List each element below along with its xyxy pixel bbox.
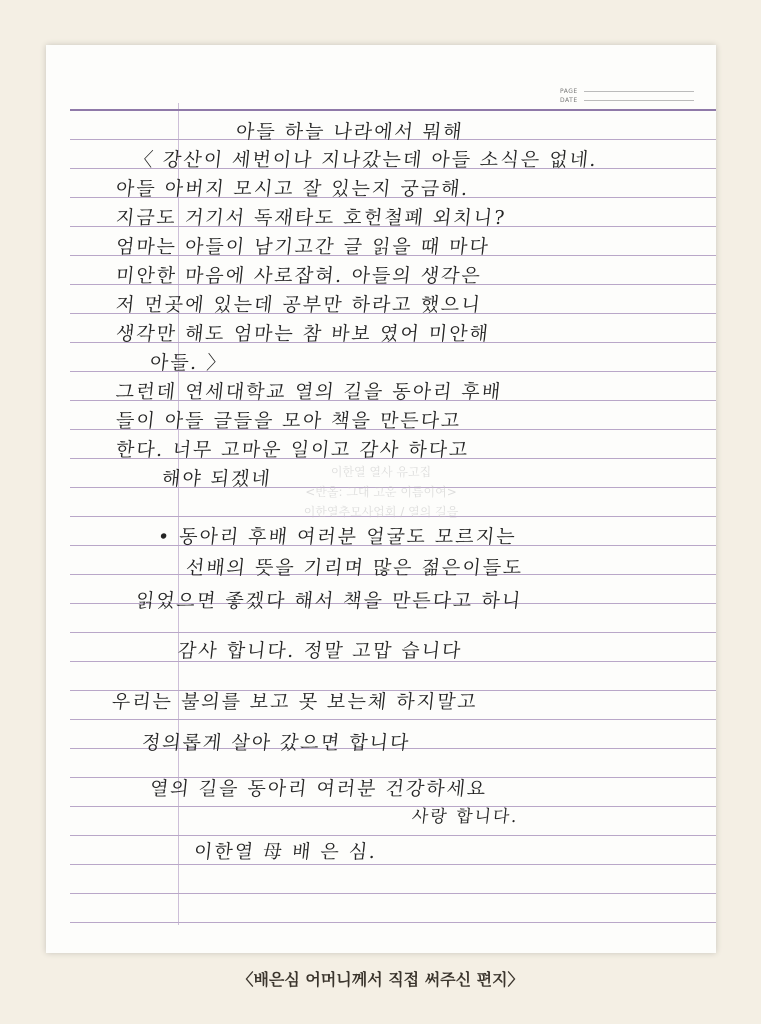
rule-line: [70, 806, 716, 807]
rule-line: [70, 922, 716, 923]
letter-line: 사랑 합니다.: [410, 807, 520, 827]
letter-line: 생각만 해도 엄마는 참 바보 였어 미안해: [114, 323, 491, 345]
date-field-line: [584, 100, 694, 101]
letter-line: 우리는 불의를 보고 못 보는체 하지말고: [110, 691, 479, 713]
letter-line: 저 먼곳에 있는데 공부만 하라고 했으니: [114, 294, 483, 316]
letter-line: 해야 되겠네: [160, 468, 273, 490]
letter-line: 엄마는 아들이 남기고간 글 읽을 때 마다: [114, 236, 491, 258]
letter-title: 아들 하늘 나라에서 뭐해: [234, 121, 465, 143]
rule-line: [70, 864, 716, 865]
letter-line: 감사 합니다. 정말 고맙 습니다: [176, 640, 464, 662]
letter-line: 한다. 너무 고마운 일이고 감사 하다고: [114, 439, 471, 461]
rule-line: [70, 835, 716, 836]
letter-line: 들이 아들 글들을 모아 책을 만든다고: [114, 410, 463, 432]
rule-line: [70, 632, 716, 633]
letter-line: 지금도 거기서 독재타도 호헌철폐 외치니?: [114, 207, 508, 229]
rule-line: [70, 893, 716, 894]
letter-line: 열의 길을 동아리 여러분 건강하세요: [148, 778, 489, 800]
letter-line: 읽었으면 좋겠다 해서 책을 만든다고 하니: [134, 590, 524, 612]
page-label: PAGE: [560, 88, 578, 95]
letter-line: 그런데 연세대학교 열의 길을 동아리 후배: [114, 381, 504, 403]
letter-line: • 동아리 후배 여러분 얼굴도 모르지는: [156, 526, 518, 548]
letter-paper: [46, 45, 716, 953]
date-label: DATE: [560, 97, 578, 104]
watermark-line: 이한열 열사 유고집: [330, 465, 432, 479]
watermark-line: 이한열추모사업회 / 열의 길을: [303, 505, 459, 519]
rule-line: [70, 719, 716, 720]
page-field-line: [584, 91, 694, 92]
letter-line: 아들 아버지 모시고 잘 있는지 궁금해.: [114, 178, 471, 200]
letter-line: 선배의 뜻을 기리며 많은 젊은이들도: [184, 557, 525, 579]
letter-line: 정의롭게 살아 갔으면 합니다: [140, 732, 412, 754]
watermark-line: <반올: 그대 고운 이름이여>: [305, 485, 457, 499]
letter-line: 〈 강산이 세번이나 지나갔는데 아들 소식은 없네.: [132, 149, 600, 171]
letter-line: 아들. 〉: [148, 352, 229, 374]
letter-signature: 이한열 母 배 은 심.: [192, 841, 379, 863]
letter-line: 미안한 마음에 사로잡혀. 아들의 생각은: [114, 265, 483, 287]
top-rule: [70, 109, 716, 111]
letter-caption: 〈배은심 어머니께서 직접 써주신 편지〉: [237, 970, 524, 989]
